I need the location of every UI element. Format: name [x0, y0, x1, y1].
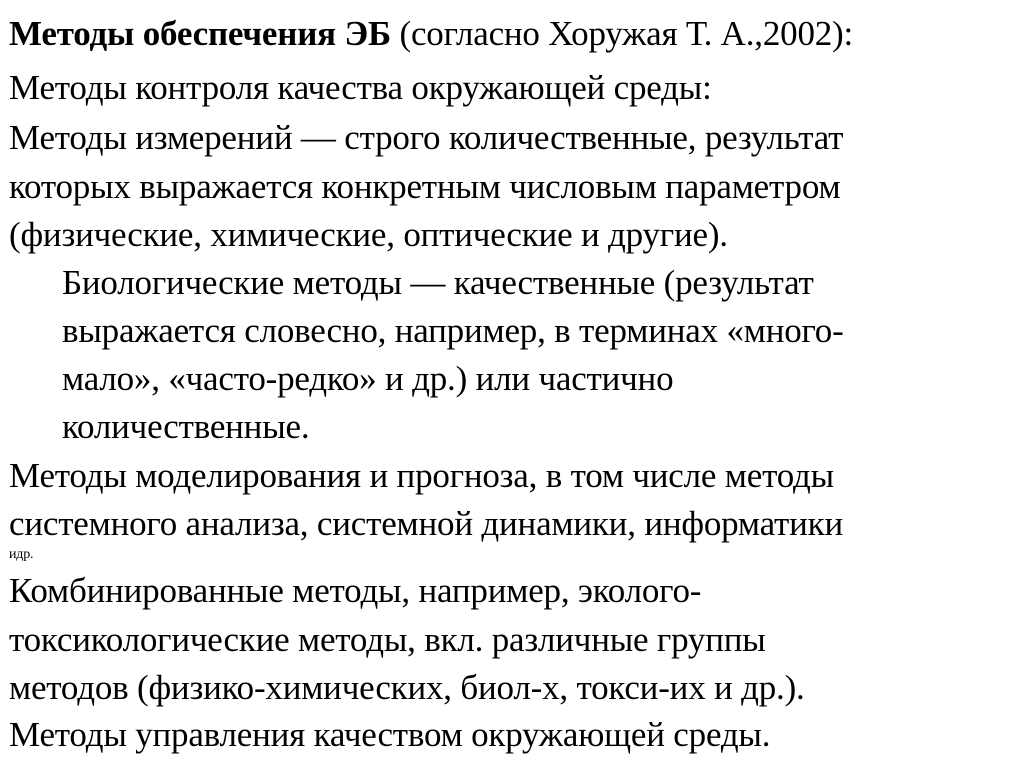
heading-source: (согласно Хоружая Т. А.,2002): — [390, 14, 854, 53]
indented-line: выражается словесно, например, в терминах «много- — [62, 311, 844, 350]
text-line: (физические, химические, оптические и другие). — [9, 215, 728, 254]
small-note: идр. — [9, 547, 34, 562]
text-line: Методы измерений — строго количественные, результат — [9, 118, 844, 157]
indented-line: Биологические методы — качественные (результат — [62, 263, 814, 302]
text-line: Комбинированные методы, например, эколого- — [9, 571, 702, 610]
slide-heading — [9, 16, 853, 51]
heading-bold: Методы обеспечения ЭБ — [9, 14, 391, 53]
indented-line: мало», «часто-редко» и др.) или частично — [62, 359, 674, 398]
text-line: Методы управления качеством окружающей среды. — [9, 715, 771, 754]
text-line: методов (физико-химических, биол-х, токси-их и др.). — [9, 668, 805, 707]
text-line: Методы контроля качества окружающей среды: — [9, 68, 712, 107]
text-line: токсикологические методы, вкл. различные группы — [9, 620, 766, 659]
text-line: которых выражается конкретным числовым параметром — [9, 167, 841, 206]
text-line: Методы моделирования и прогноза, в том числе методы — [9, 456, 834, 495]
indented-line: количественные. — [62, 407, 310, 446]
text-line: системного анализа, системной динамики, информатики — [9, 504, 844, 543]
